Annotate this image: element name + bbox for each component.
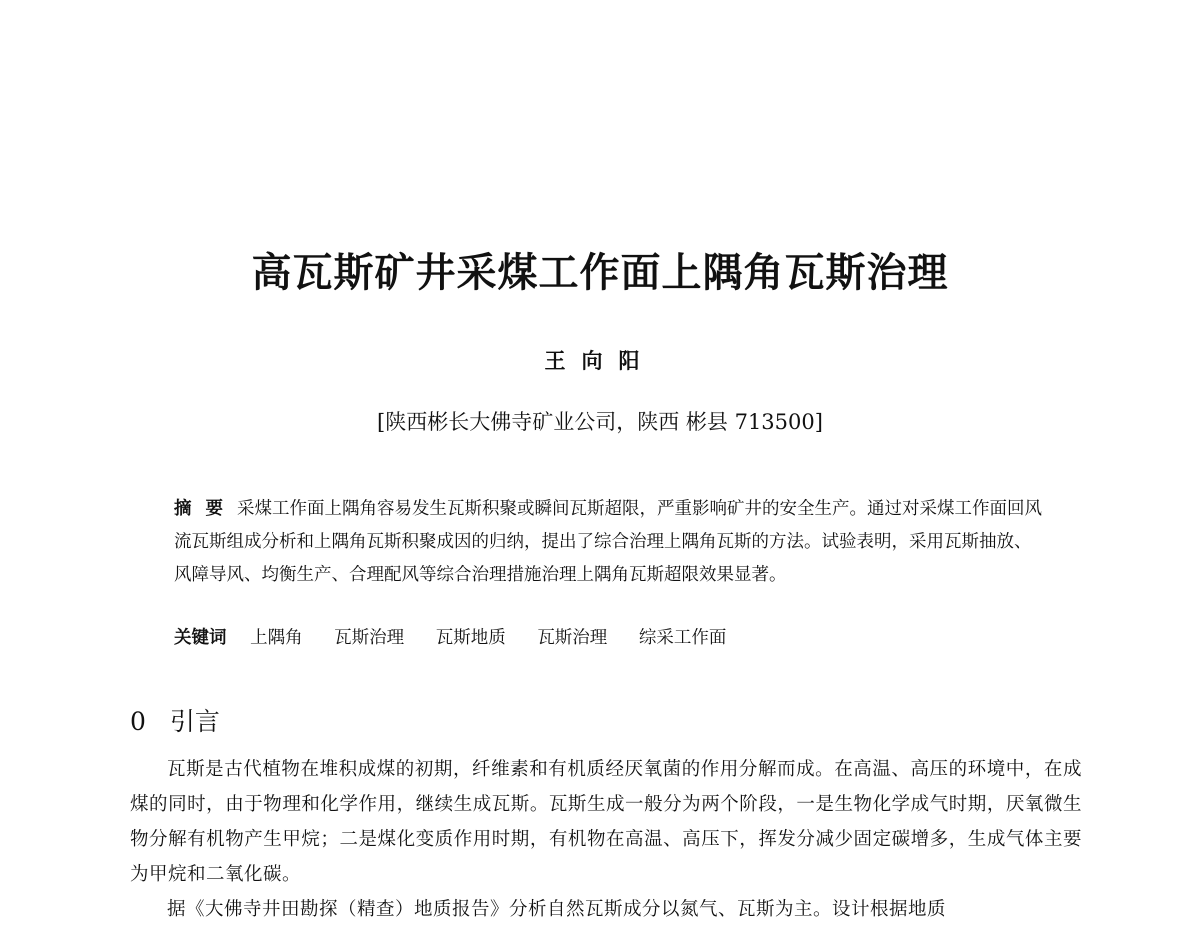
section-heading: [130, 705, 220, 739]
keyword: 瓦斯治理: [537, 628, 608, 648]
body-text: [130, 752, 1082, 927]
keyword: 瓦斯地质: [435, 628, 506, 648]
keyword: 综采工作面: [638, 628, 727, 648]
section-number: 0: [130, 707, 146, 736]
author-affiliation: [陕西彬长大佛寺矿业公司，陕西 彬县 713500]: [377, 410, 823, 434]
keywords-label: 关键词: [174, 628, 227, 648]
keywords: [174, 623, 1074, 653]
author-name: 王向阳: [544, 348, 656, 373]
keyword: 上隅角: [250, 628, 303, 648]
paragraph: 据《大佛寺井田勘探（精查）地质报告》分析自然瓦斯成分以氮气、瓦斯为主。设计根据地质: [167, 899, 947, 920]
paragraph: 瓦斯是古代植物在堆积成煤的初期，纤维素和有机质经厌氧菌的作用分解而成。在高温、高压的环境中，在成煤的同时，由于物理和化学作用，继续生成瓦斯。瓦斯生成一般分为两个阶段，一是生物化学成气时期，厌氧微生物分解有机物产生甲烷；二是煤化变质作用时期，有机物在高温、高压下，挥发分减少固定碳增多，生成气体主要为甲烷和二氧化碳。: [130, 759, 1082, 885]
abstract: [174, 493, 1044, 592]
abstract-text: 采煤工作面上隅角容易发生瓦斯积聚或瞬间瓦斯超限，严重影响矿井的安全生产。通过对采煤工作面回风流瓦斯组成分析和上隅角瓦斯积聚成因的归纳，提出了综合治理上隅角瓦斯的方法。试验表明，采用瓦斯抽放、风障导风、均衡生产、合理配风等综合治理措施治理上隅角瓦斯超限效果显著。: [174, 499, 1042, 585]
section-title: 引言: [169, 707, 220, 736]
paper-title: 高瓦斯矿井采煤工作面上隅角瓦斯治理: [251, 249, 949, 296]
abstract-label: 摘要: [174, 499, 237, 519]
keyword: 瓦斯治理: [334, 628, 405, 648]
